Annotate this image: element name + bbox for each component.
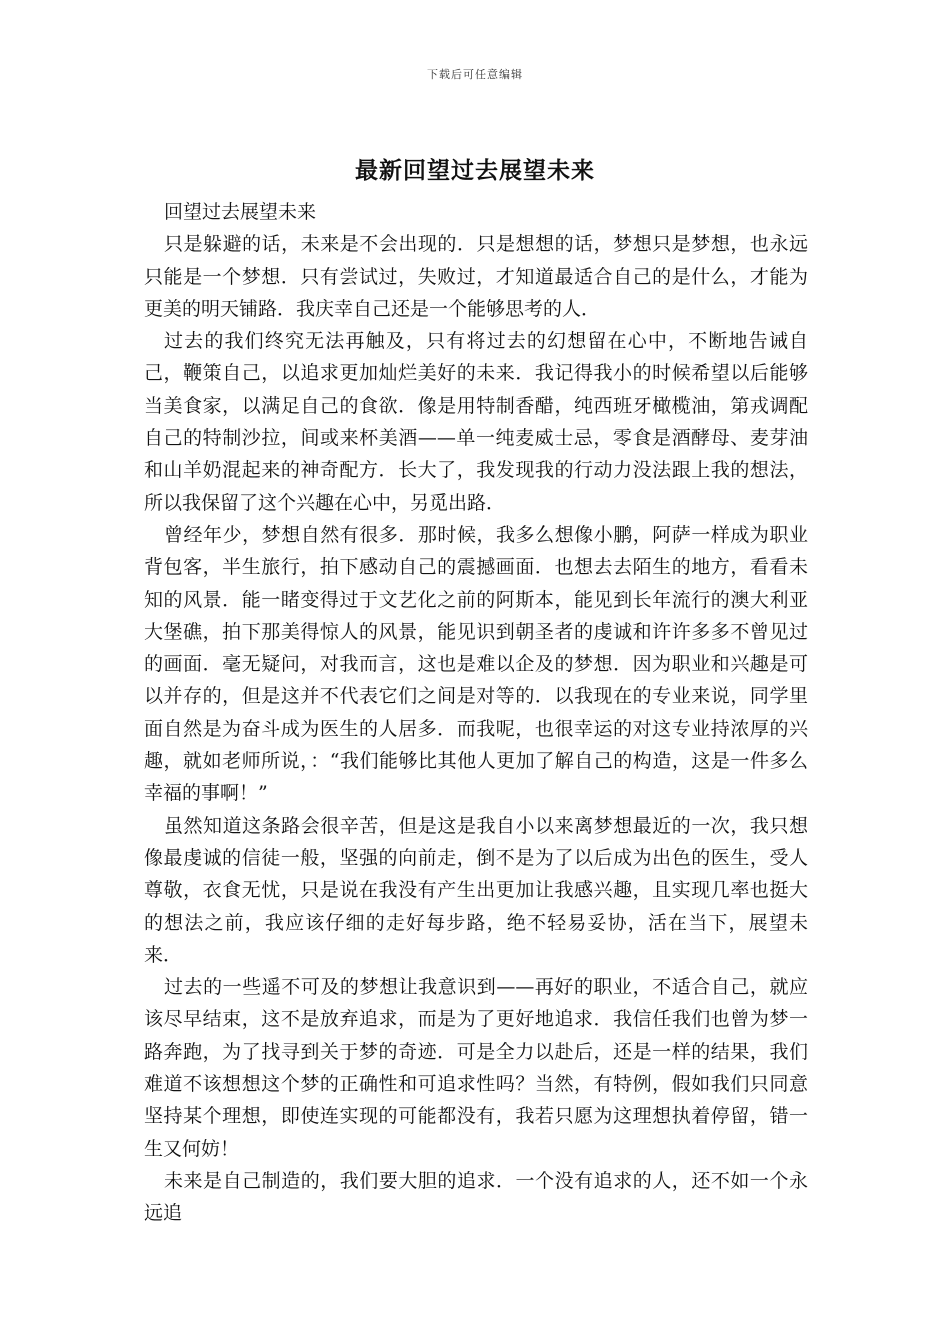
paragraph: 虽然知道这条路会很辛苦，但是这是我自小以来离梦想最近的一次，我只想像最虔诚的信徒一般，坚强的向前走，倒不是为了以后成为出色的医生，受人尊敬，衣食无忧，只是说在我没有产生出更加让我感兴趣，且实现几率也挺大的想法之前，我应该仔细的走好每步路，绝不轻易妥协，活在当下，展望未来．	[144, 814, 808, 966]
document-title: 最新回望过去展望未来	[355, 157, 595, 184]
paragraph-subtitle: 回望过去展望未来	[164, 201, 317, 223]
paragraph: 过去的我们终究无法再触及，只有将过去的幻想留在心中，不断地告诫自己，鞭策自己，以追求更加灿烂美好的未来．我记得我小的时候希望以后能够当美食家，以满足自己的食欲．像是用特制香醋，纯西班牙橄榄油，第戎调配自己的特制沙拉，间或来杯美酒——单一纯麦威士忌，零食是酒酵母、麦芽油和山羊奶混起来的神奇配方．长大了，我发现我的行动力没法跟上我的想法，所以我保留了这个兴趣在心中，另觅出路．	[144, 330, 808, 514]
header-note: 下载后可任意编辑	[427, 68, 523, 81]
paragraph: 过去的一些遥不可及的梦想让我意识到——再好的职业，不适合自己，就应该尽早结束，这不是放弃追求，而是为了更好地追求．我信任我们也曾为梦一路奔跑，为了找寻到关于梦的奇迹．可是全力以赴后，还是一样的结果，我们难道不该想想这个梦的正确性和可追求性吗？当然，有特例，假如我们只同意坚持某个理想，即使连实现的可能都没有，我若只愿为这理想执着停留，错一生又何妨！	[144, 976, 808, 1160]
document-body	[144, 196, 808, 1230]
paragraph: 曾经年少，梦想自然有很多．那时候，我多么想像小鹏，阿萨一样成为职业背包客，半生旅行，拍下感动自己的震撼画面．也想去去陌生的地方，看看未知的风景．能一睹变得过于文艺化之前的阿斯本，能见到长年流行的澳大利亚大堡礁，拍下那美得惊人的风景，能见识到朝圣者的虔诚和许许多多不曾见过的画面．毫无疑问，对我而言，这也是难以企及的梦想．因为职业和兴趣是可以并存的，但是这并不代表它们之间是对等的．以我现在的专业来说，同学里面自然是为奋斗成为医生的人居多．而我呢，也很幸运的对这专业持浓厚的兴趣，就如老师所说，：“我们能够比其他人更加了解自己的构造，这是一件多么幸福的事啊！”	[144, 523, 808, 805]
paragraph: 只是躲避的话，未来是不会出现的．只是想想的话，梦想只是梦想，也永远只能是一个梦想．只有尝试过，失败过，才知道最适合自己的是什么，才能为更美的明天铺路．我庆幸自己还是一个能够思考的人．	[144, 233, 808, 320]
paragraph: 未来是自己制造的，我们要大胆的追求．一个没有追求的人，还不如一个永远追	[144, 1169, 808, 1225]
